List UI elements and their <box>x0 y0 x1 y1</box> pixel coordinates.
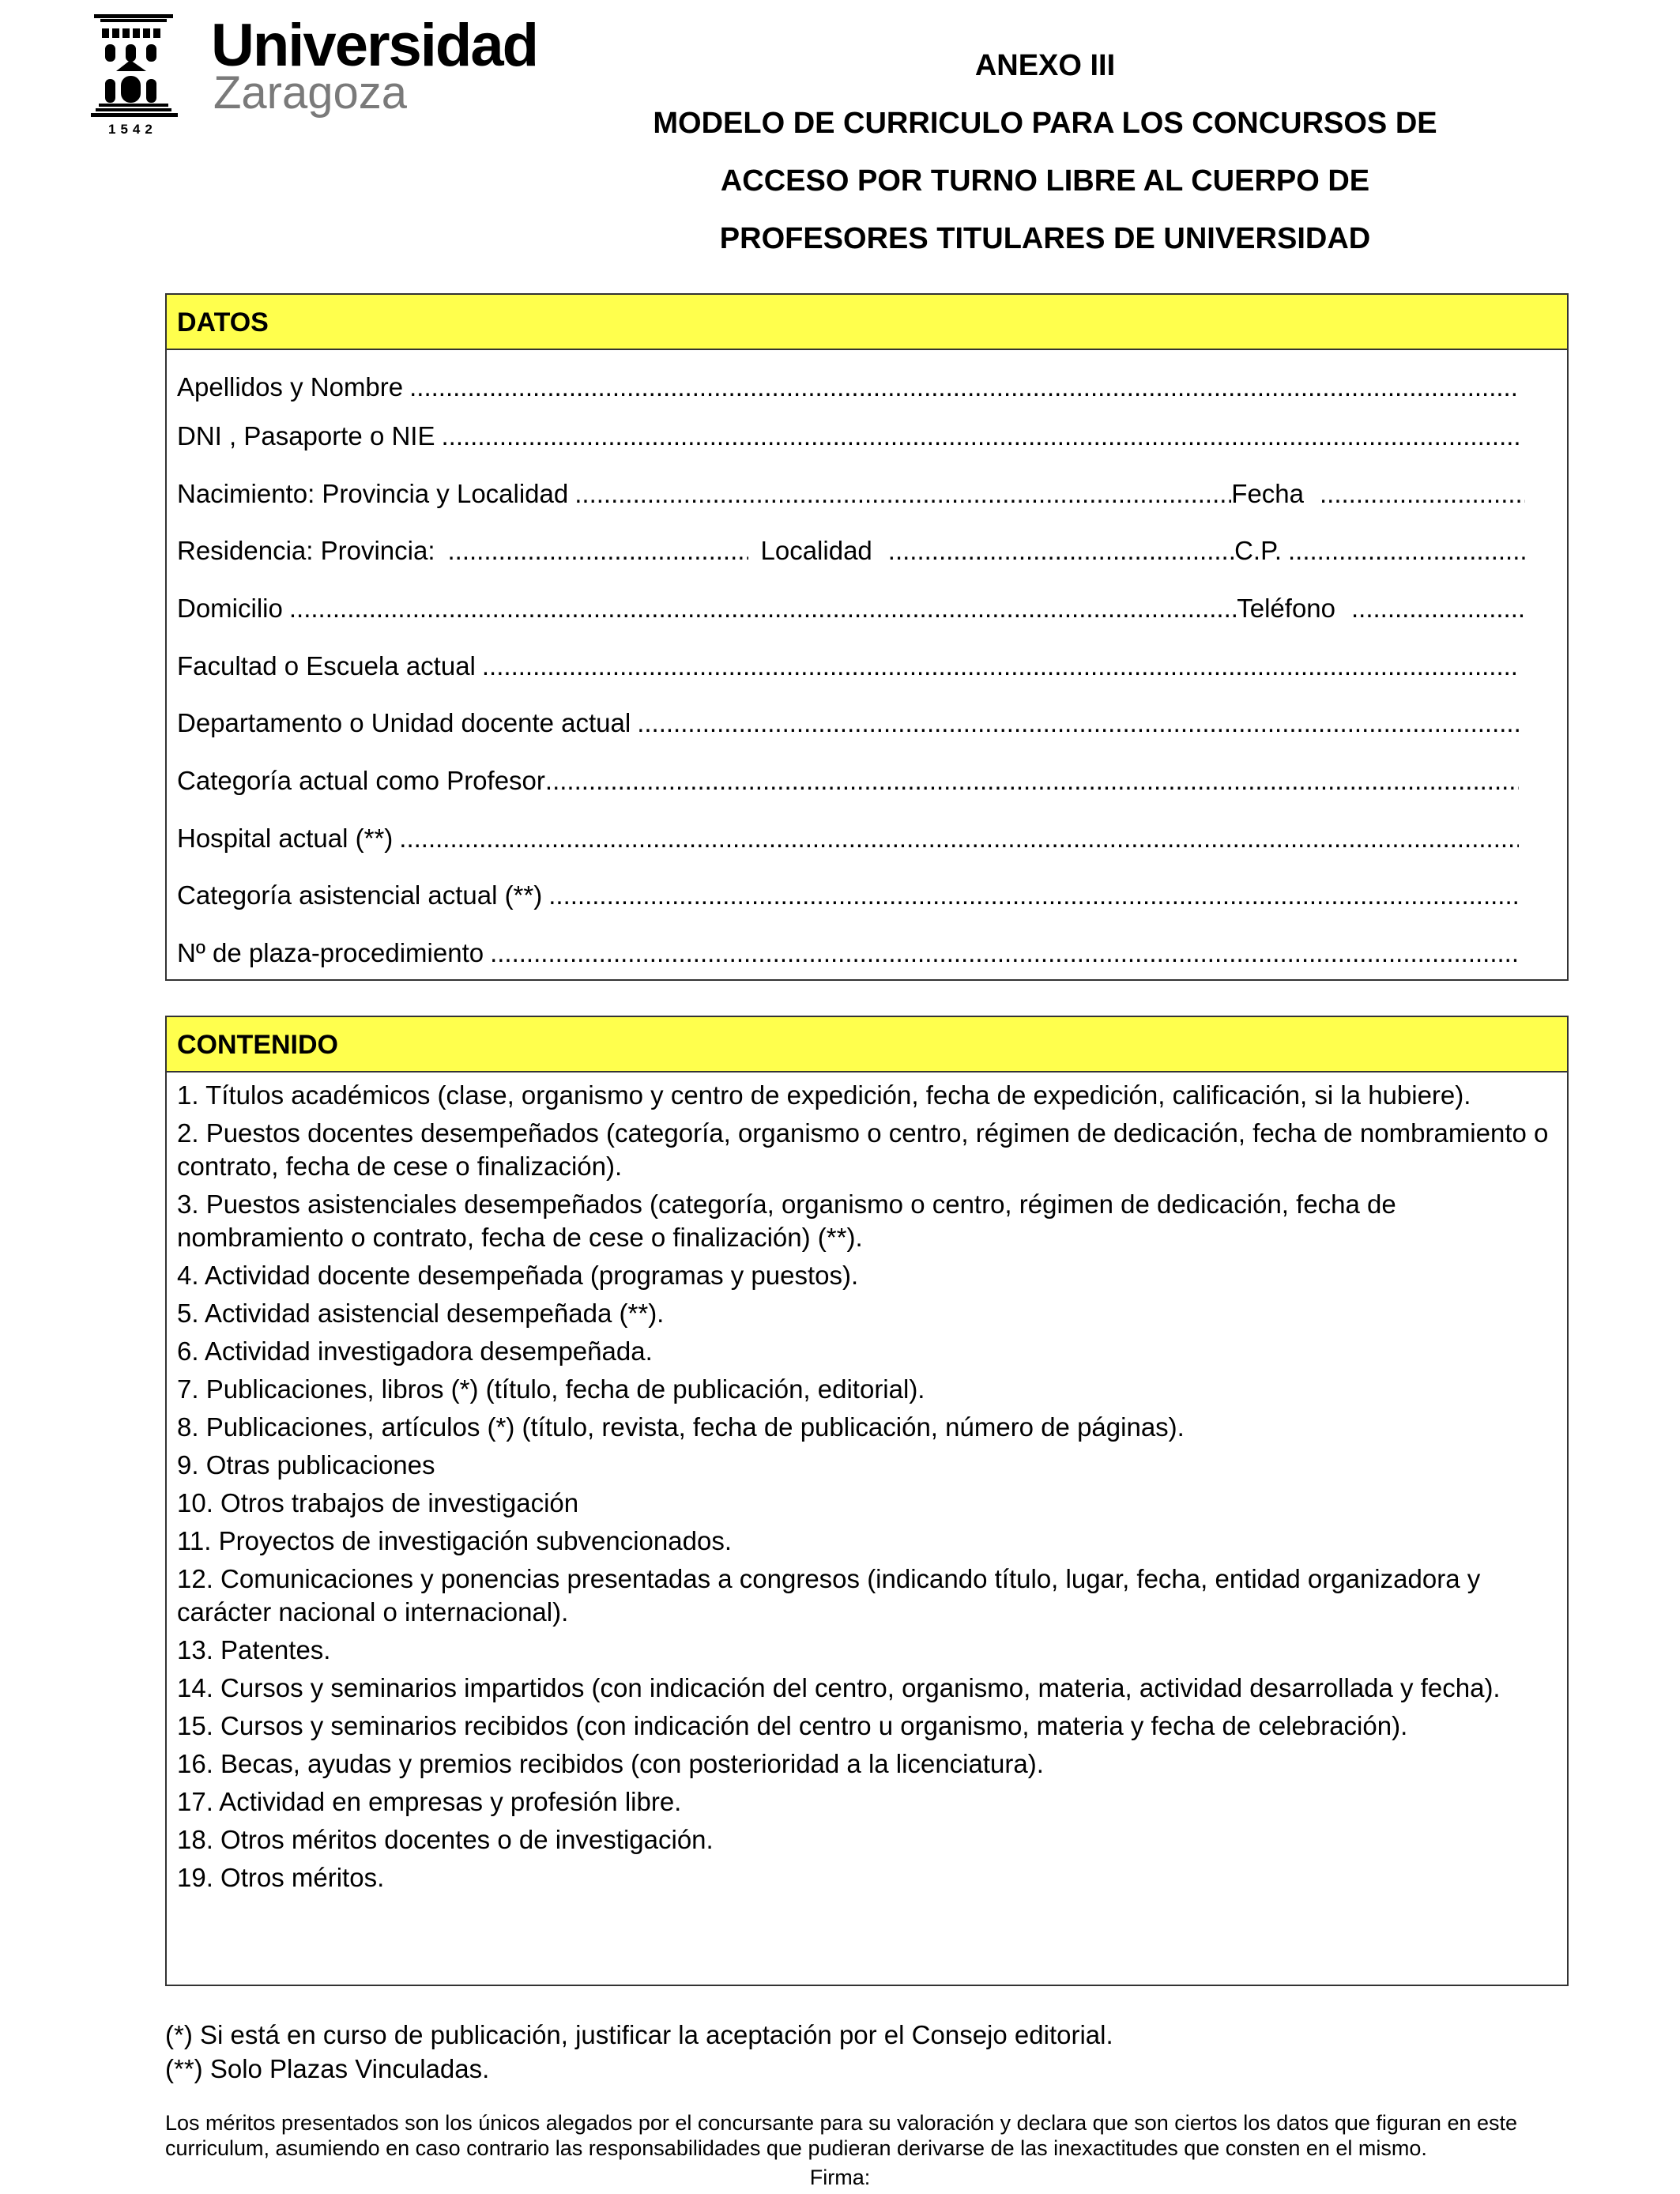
list-item: 9. Otras publicaciones <box>177 1450 435 1480</box>
field-label: Hospital actual (**) <box>177 824 394 853</box>
dot-leader <box>1320 478 1525 510</box>
field-categoria[interactable] <box>177 765 1525 797</box>
list-item: 16. Becas, ayudas y premios recibidos (con posterioridad a la licenciatura). <box>177 1749 1044 1778</box>
list-item: 4. Actividad docente desempeñada (programas y puestos). <box>177 1261 859 1290</box>
dot-leader <box>1288 535 1525 567</box>
list-item: 14. Cursos y seminarios impartidos (con indicación del centro, organismo, materia, actividad desarrollada y fecha). <box>177 1673 1501 1702</box>
field-label: Apellidos y Nombre <box>177 372 404 401</box>
field-categoria-asistencial[interactable] <box>177 880 1525 911</box>
field-label: Nº de plaza-procedimiento <box>177 938 484 967</box>
datos-header: DATOS <box>167 295 1567 350</box>
contenido-list <box>167 1072 1567 1894</box>
contenido-section <box>165 1016 1569 1986</box>
field-label: Localidad <box>760 536 872 565</box>
university-logo <box>91 12 538 141</box>
footnote-publication: (*) Si está en curso de publicación, justificar la aceptación por el Consejo editorial. <box>165 2020 1113 2049</box>
list-item: 8. Publicaciones, artículos (*) (título, revista, fecha de publicación, número de páginas). <box>177 1412 1185 1442</box>
legal-declaration: Los méritos presentados son los únicos alegados por el concursante para su valoración y declara que son ciertos los datos que figuran en este curriculum, asumiendo en caso contrario las responsabilidades que pudieran derivarse de las inexactitudes que consten en el mismo. <box>165 2111 1518 2160</box>
field-label: Facultad o Escuela actual <box>177 651 476 680</box>
list-item: 3. Puestos asistenciales desempeñados (categoría, organismo o centro, régimen de dedicación, fecha de nombramiento o contrato, fecha de cese o finalización) (**). <box>177 1189 1396 1252</box>
logo-name: Universidad <box>211 12 538 79</box>
field-hospital[interactable] <box>177 823 1525 854</box>
field-residencia[interactable] <box>177 535 1525 567</box>
field-label: Nacimiento: Provincia y Localidad <box>177 479 569 508</box>
list-item: 7. Publicaciones, libros (*) (título, fecha de publicación, editorial). <box>177 1374 925 1404</box>
list-item: 12. Comunicaciones y ponencias presentadas a congresos (indicando título, lugar, fecha, entidad organizadora y carácter nacional o internacional). <box>177 1564 1481 1627</box>
dot-leader <box>545 765 1519 797</box>
dot-leader <box>888 535 1234 567</box>
list-item: 19. Otros méritos. <box>177 1863 385 1892</box>
footnote-plazas: (**) Solo Plazas Vinculadas. <box>165 2054 490 2083</box>
field-nacimiento[interactable] <box>177 478 1525 510</box>
field-nombre[interactable] <box>177 371 1525 403</box>
list-item: 10. Otros trabajos de investigación <box>177 1488 579 1517</box>
datos-section <box>165 293 1569 981</box>
field-departamento[interactable] <box>177 707 1525 739</box>
dot-leader <box>409 371 1519 403</box>
dot-leader <box>1351 593 1525 624</box>
field-label: DNI , Pasaporte o NIE <box>177 421 435 450</box>
list-item: 6. Actividad investigadora desempeñada. <box>177 1336 653 1366</box>
list-item: 1. Títulos académicos (clase, organismo y centro de expedición, fecha de expedición, calificación, si la hubiere). <box>177 1080 1471 1110</box>
dot-leader <box>448 535 748 567</box>
contenido-header: CONTENIDO <box>167 1017 1567 1072</box>
field-label: Domicilio <box>177 594 283 623</box>
field-facultad[interactable] <box>177 650 1525 682</box>
title-line: ANEXO III <box>974 49 1116 82</box>
list-item: 5. Actividad asistencial desempeñada (**). <box>177 1299 665 1328</box>
dot-leader <box>289 593 1237 624</box>
field-dni[interactable] <box>177 420 1525 452</box>
dot-leader <box>399 823 1519 854</box>
field-label: C.P. <box>1234 536 1282 565</box>
dot-leader <box>441 420 1519 452</box>
list-item: 18. Otros méritos docentes o de investigación. <box>177 1825 714 1854</box>
document-title <box>506 46 1584 277</box>
dot-leader <box>490 937 1519 969</box>
list-item: 17. Actividad en empresas y profesión libre. <box>177 1787 682 1816</box>
field-plaza[interactable] <box>177 937 1525 969</box>
title-line: ACCESO POR TURNO LIBRE AL CUERPO DE <box>720 164 1370 198</box>
list-item: 13. Patentes. <box>177 1635 331 1664</box>
dot-leader <box>637 707 1519 739</box>
logo-city: Zaragoza <box>213 67 408 119</box>
building-emblem-icon <box>91 14 178 117</box>
field-label: Teléfono <box>1237 594 1335 623</box>
field-label: Departamento o Unidad docente actual <box>177 708 631 737</box>
field-label: Fecha <box>1231 479 1304 508</box>
field-domicilio[interactable] <box>177 593 1525 624</box>
dot-leader <box>574 478 1231 510</box>
list-item: 2. Puestos docentes desempeñados (categoría, organismo o centro, régimen de dedicación, fecha de nombramiento o contrato, fecha de cese o finalización). <box>177 1118 1549 1181</box>
dot-leader <box>482 650 1519 682</box>
title-line: PROFESORES TITULARES DE UNIVERSIDAD <box>719 222 1371 255</box>
signature-label: Firma: <box>809 2166 871 2189</box>
list-item: 11. Proyectos de investigación subvencionados. <box>177 1526 732 1555</box>
field-label: Residencia: Provincia: <box>177 536 435 565</box>
logo-year: 1542 <box>108 122 157 137</box>
field-label: Categoría actual como Profesor <box>177 766 545 795</box>
dot-leader <box>548 880 1519 911</box>
title-line: MODELO DE CURRICULO PARA LOS CONCURSOS DE <box>653 107 1437 140</box>
field-label: Categoría asistencial actual (**) <box>177 880 543 910</box>
list-item: 15. Cursos y seminarios recibidos (con indicación del centro u organismo, materia y fecha de celebración). <box>177 1711 1408 1740</box>
